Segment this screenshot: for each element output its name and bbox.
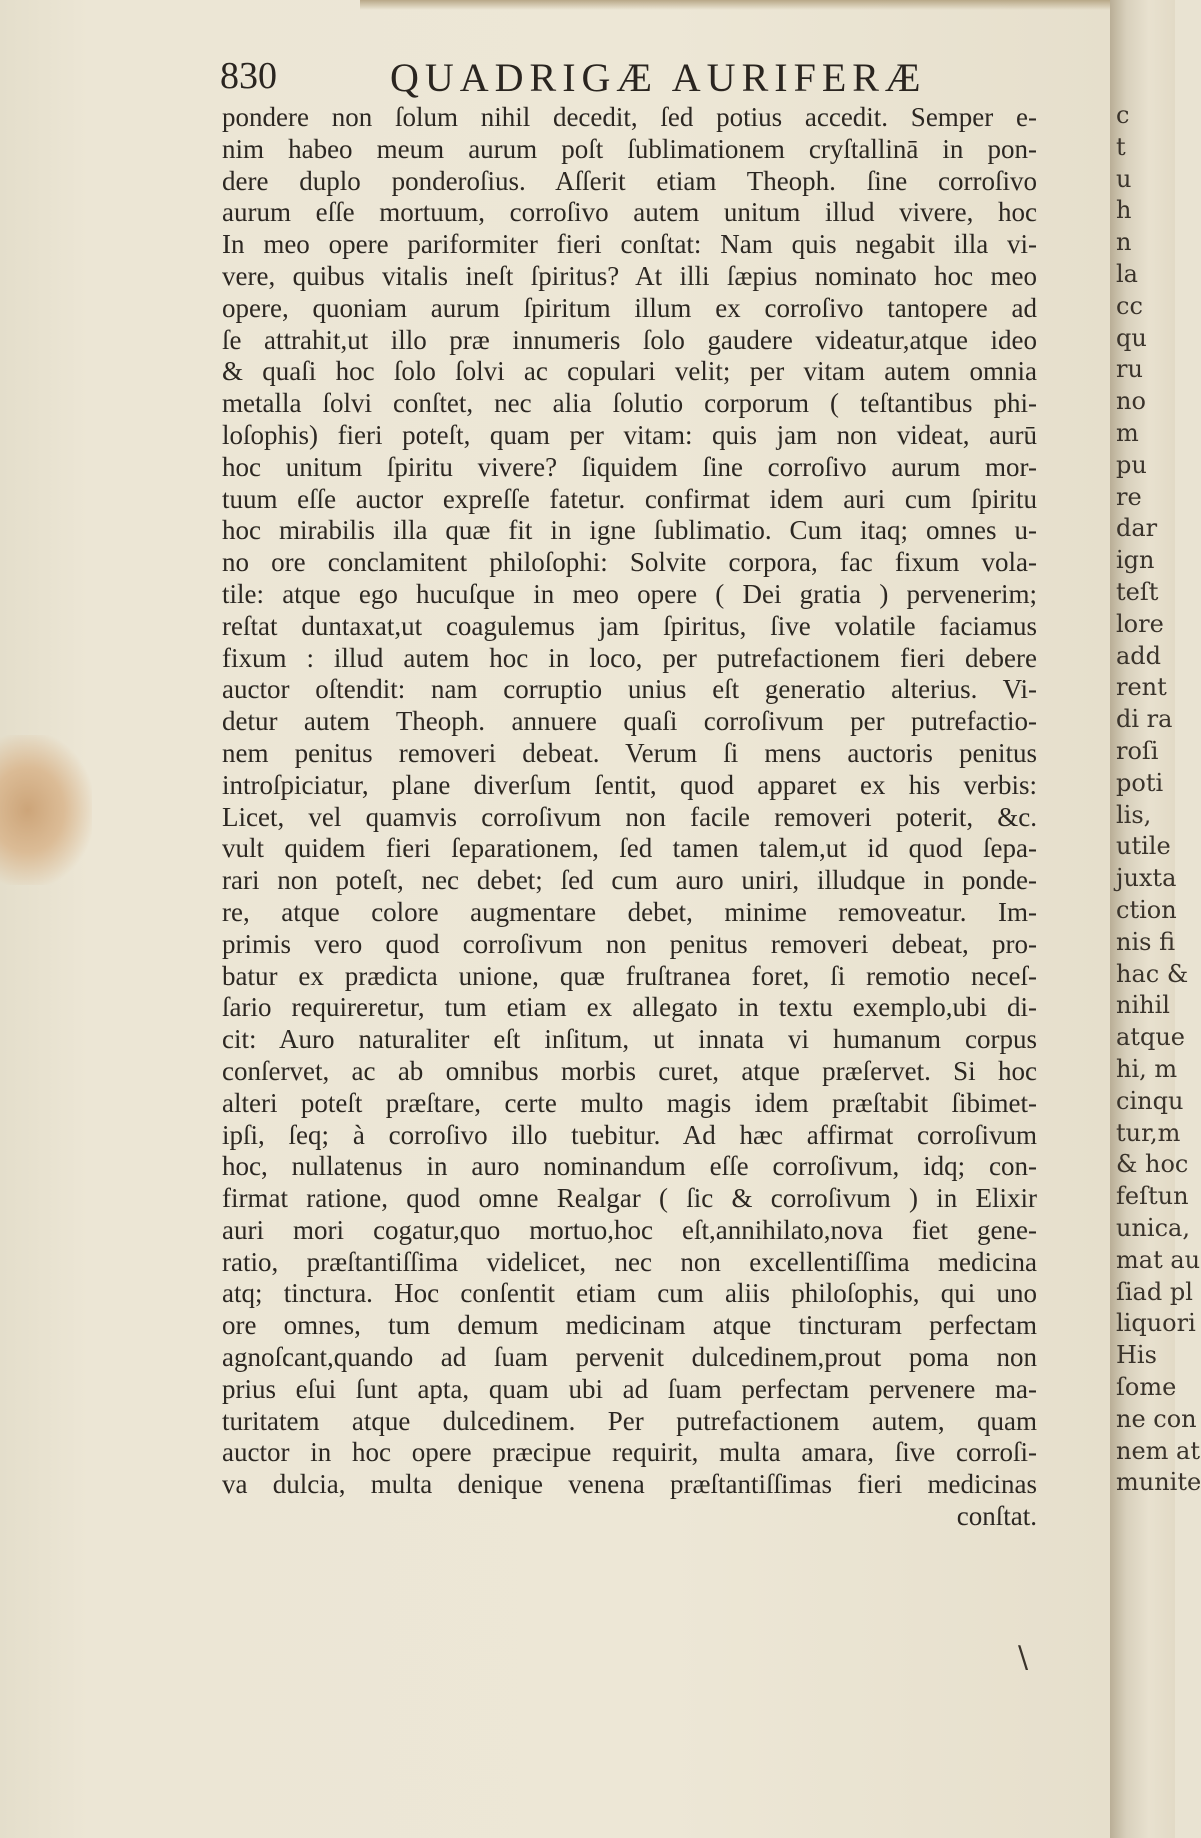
text-line: nem penitus removeri debeat. Verum ſi mens auctoris penitus [222, 737, 1037, 768]
adjacent-page-fragment: tur,m [1116, 1118, 1181, 1147]
adjacent-page-fragment: add [1116, 641, 1162, 670]
adjacent-page-fragment: di ra [1116, 705, 1173, 734]
adjacent-page-fragment: qu [1116, 323, 1147, 352]
text-line: ipſi, ſeq; à corroſivo illo tuebitur. Ad hæc affirmat corroſivum [222, 1119, 1037, 1150]
adjacent-page-fragment: atque [1116, 1023, 1185, 1052]
adjacent-page-fragment: ction [1116, 896, 1177, 924]
text-line: introſpiciatur, plane diverſum ſentit, quod apparet ex his verbis: [222, 769, 1037, 800]
text-line: hoc, nullatenus in auro nominandum eſſe corroſivum, idq; con- [222, 1151, 1037, 1182]
text-line: rari non poteſt, nec debet; ſed cum auro uniri, illudque in ponde- [222, 865, 1037, 896]
adjacent-page-fragment: liquori [1116, 1309, 1196, 1338]
adjacent-page-fragment: munite [1116, 1468, 1201, 1497]
text-line: va dulcia, multa denique venena præſtantiſſimas fieri medicinas [222, 1469, 1037, 1500]
adjacent-page-fragment: mat au [1116, 1245, 1201, 1274]
text-line: alteri poteſt præſtare, certe multo magis idem præſtabit ſibimet- [222, 1087, 1037, 1118]
adjacent-page-fragment: nihil [1116, 991, 1170, 1020]
adjacent-page-fragment: roſi [1116, 737, 1159, 765]
text-line: turitatem atque dulcedinem. Per putrefactionem autem, quam [222, 1405, 1037, 1436]
adjacent-page-fragment: utile [1116, 832, 1171, 861]
text-line: auri mori cogatur,quo mortuo,hoc eſt,annihilato,nova fiet gene- [222, 1214, 1037, 1245]
text-line: reſtat duntaxat,ut coagulemus jam ſpiritus, ſive volatile faciamus [222, 610, 1037, 641]
text-line: ore omnes, tum demum medicinam atque tincturam perfectam [222, 1310, 1037, 1341]
paper-stain [0, 735, 92, 885]
adjacent-page-fragment: lore [1116, 609, 1164, 638]
text-line: fixum : illud autem hoc in loco, per putrefactionem fieri debere [222, 642, 1037, 673]
page-header [220, 54, 1040, 104]
text-line: agnoſcant,quando ad ſuam pervenit dulcedinem,prout poma non [222, 1342, 1037, 1373]
running-title: QUADRIGÆ AURIFERÆ [390, 55, 927, 100]
text-line: auctor oſtendit: nam corruptio unius eſt generatio alterius. Vi- [222, 674, 1037, 705]
adjacent-page-fragment: cinqu [1116, 1086, 1184, 1115]
text-line: re, atque colore augmentare debet, minime removeatur. Im- [222, 896, 1037, 927]
text-line: hoc mirabilis illa quæ fit in igne ſublimatio. Cum itaq; omnes u- [222, 515, 1037, 546]
text-line: opere, quoniam aurum ſpiritum illum ex corroſivo tantopere ad [222, 292, 1037, 323]
adjacent-page-fragment: feſtun [1116, 1182, 1189, 1211]
text-line-final: conſtat. [956, 1501, 1037, 1532]
text-line: primis vero quod corroſivum non penitus removeri debeat, pro- [222, 928, 1037, 959]
text-line: hoc unitum ſpiritu vivere? ſiquidem ſine corroſivo aurum mor- [222, 451, 1037, 482]
adjacent-page-fragment: ign [1116, 546, 1155, 575]
adjacent-page-edge [1110, 0, 1201, 1838]
text-line: vult quidem fieri ſeparationem, ſed tamen talem,ut id quod ſepa- [222, 833, 1037, 864]
adjacent-page-fragment: cc [1116, 291, 1143, 320]
text-line: firmat ratione, quod omne Realgar ( ſic & corroſivum ) in Elixir [222, 1183, 1037, 1214]
adjacent-page-fragment: n [1116, 228, 1132, 257]
top-edge-shadow [360, 0, 1160, 10]
text-line: vere, quibus vitalis ineſt ſpiritus? At illi ſæpius nominato hoc meo [222, 260, 1037, 291]
adjacent-page-fragment: no [1116, 387, 1146, 416]
text-line: no ore conclamitent philoſophi: Solvite corpora, fac fixum vola- [222, 547, 1037, 578]
text-line: detur autem Theoph. annuere quaſi corroſivum per putrefactio- [222, 706, 1037, 737]
text-line: loſophis) fieri poteſt, quam per vitam: quis jam non videat, aurū [222, 419, 1037, 450]
text-line: conſervet, ac ab omnibus morbis curet, atque præſervet. Si hoc [222, 1055, 1037, 1086]
adjacent-page-fragment: hac & [1116, 959, 1189, 988]
adjacent-page-fragment: lis, [1116, 800, 1152, 829]
text-line: aurum eſſe mortuum, corroſivo autem unitum illud vivere, hoc [222, 197, 1037, 228]
text-line: auctor in hoc opere præcipue requirit, multa amara, ſive corroſi- [222, 1437, 1037, 1468]
margin-mark: \ [1018, 1640, 1029, 1675]
text-line: pondere non ſolum nihil decedit, ſed potius accedit. Semper e- [222, 102, 1037, 132]
adjacent-page-fragment: ſome [1116, 1373, 1177, 1401]
text-line: tile: atque ego hucuſque in meo opere ( Dei gratia ) pervenerim; [222, 578, 1037, 609]
adjacent-page-fragment: hi, m [1116, 1055, 1178, 1083]
adjacent-page-fragment: dar [1116, 514, 1158, 543]
adjacent-page-fragment: unica, [1116, 1214, 1190, 1242]
adjacent-page-fragment: c [1116, 101, 1130, 129]
text-line: ſario requireretur, tum etiam ex allegato in textu exemplo,ubi di- [222, 992, 1037, 1023]
adjacent-page-fragment: ne con [1116, 1404, 1197, 1433]
page-number: 830 [220, 55, 277, 97]
text-line: In meo opere pariformiter fieri conſtat: Nam quis negabit illa vi- [222, 229, 1037, 260]
adjacent-page-fragment: re [1116, 482, 1142, 511]
adjacent-page-fragment: ſiad pl [1116, 1277, 1193, 1306]
text-line: tuum eſſe auctor expreſſe fatetur. confirmat idem auri cum ſpiritu [222, 483, 1037, 514]
adjacent-page-fragment: & hoc [1116, 1150, 1189, 1179]
adjacent-page-fragment: t [1116, 132, 1126, 161]
text-line: ratio, præſtantiſſima videlicet, nec non excellentiſſima medicina [222, 1246, 1037, 1277]
adjacent-page-fragment: nem at [1116, 1436, 1200, 1465]
adjacent-page-fragment: h [1116, 196, 1132, 225]
text-line: dere duplo ponderoſius. Aſſerit etiam Theoph. ſine corroſivo [222, 165, 1037, 196]
body-text [222, 102, 1037, 1533]
text-line: atq; tinctura. Hoc conſentit etiam cum aliis philoſophis, qui uno [222, 1278, 1037, 1309]
adjacent-page-fragment: rent [1116, 673, 1167, 702]
adjacent-page-fragment: ru [1116, 355, 1143, 384]
text-line: Licet, vel quamvis corroſivum non facile removeri poterit, &c. [222, 801, 1037, 832]
adjacent-page-fragment: nis fi [1116, 927, 1176, 956]
text-line: nim habeo meum aurum poſt ſublimationem cryſtallinā in pon- [222, 133, 1037, 164]
adjacent-page-fragment: juxta [1116, 864, 1177, 893]
adjacent-page-fragment: poti [1116, 768, 1164, 797]
adjacent-page-fragment: u [1116, 164, 1132, 193]
text-line: metalla ſolvi conſtet, nec alia ſolutio corporum ( teſtantibus phi- [222, 388, 1037, 419]
adjacent-page-fragment: teſt [1116, 578, 1159, 606]
text-line: ſe attrahit,ut illo præ innumeris ſolo gaudere videatur,atque ideo [222, 324, 1037, 355]
adjacent-page-fragment: la [1116, 260, 1138, 288]
adjacent-page-fragment: pu [1116, 450, 1147, 479]
text-line: prius eſui ſunt apta, quam ubi ad ſuam perfectam pervenere ma- [222, 1373, 1037, 1404]
adjacent-page-fragment: m [1116, 419, 1139, 447]
text-line: & quaſi hoc ſolo ſolvi ac copulari velit; per vitam autem omnia [222, 356, 1037, 387]
text-line: cit: Auro naturaliter eſt inſitum, ut innata vi humanum corpus [222, 1024, 1037, 1055]
text-line: batur ex prædicta unione, quæ fruſtranea foret, ſi remotio neceſ- [222, 960, 1037, 991]
adjacent-page-fragment: His [1116, 1341, 1157, 1370]
